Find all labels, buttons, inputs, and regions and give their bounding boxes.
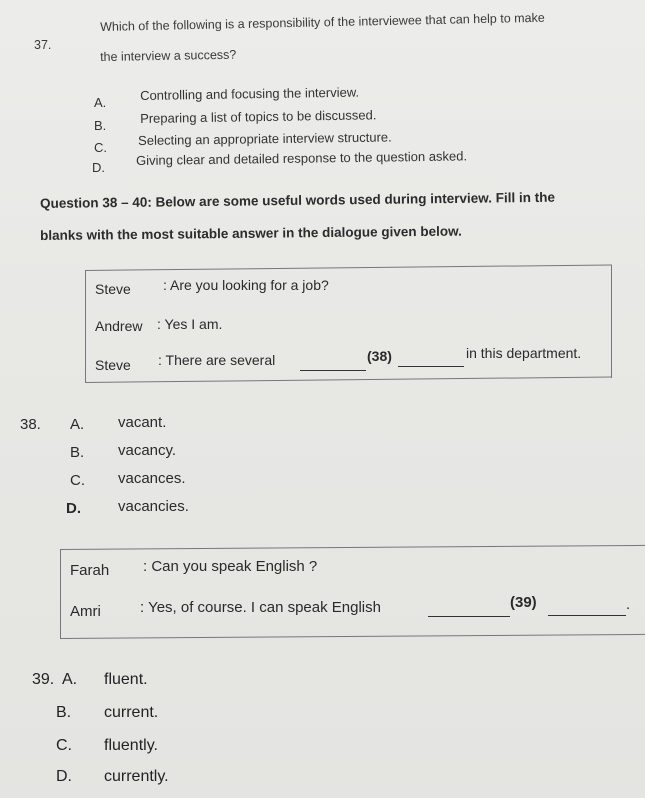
q37-stem-line2: the interview a success? (100, 47, 237, 64)
q38-option-a-letter: A. (70, 416, 85, 433)
dialogue2-line-2: : Yes, of course. I can speak English (140, 599, 381, 616)
blank-38-label: (38) (367, 348, 392, 364)
dialogue1-speaker-3: Steve (95, 357, 131, 373)
blank-38-underline-left[interactable] (300, 356, 366, 371)
dialogue1-speaker-2: Andrew (95, 318, 143, 334)
q37-option-c-letter: C. (94, 140, 107, 155)
q38-number: 38. (20, 416, 41, 433)
q38-option-c-text: vacances. (118, 470, 186, 487)
dialogue1-left-rule (85, 270, 86, 383)
dialogue1-line-3: : There are several (158, 352, 276, 368)
q37-option-b-text: Preparing a list of topics to be discussed. (140, 107, 377, 126)
q38-option-d-text: vacancies. (118, 498, 189, 515)
q38-option-a-text: vacant. (118, 414, 167, 431)
dialogue2-bottom-rule (60, 634, 645, 639)
q37-option-c-text: Selecting an appropriate interview structure. (138, 129, 392, 148)
q38-option-b-text: vacancy. (118, 442, 177, 459)
q39-option-c-text: fluently. (104, 737, 158, 754)
q39-number: 39. (32, 671, 55, 688)
dialogue2-left-rule (60, 549, 61, 638)
dialogue1-speaker-1: Steve (95, 281, 131, 297)
q39-option-a-text: fluent. (104, 671, 148, 688)
blank-39-label: (39) (510, 594, 537, 611)
q38-option-b-letter: B. (70, 444, 85, 461)
q37-option-b-letter: B. (94, 118, 107, 133)
dialogue2-speaker-1: Farah (70, 562, 110, 579)
dialogue1-top-rule (85, 264, 612, 271)
q37-option-a-letter: A. (94, 95, 107, 110)
dialogue1-bottom-rule (85, 376, 612, 383)
dialogue1-right-rule (611, 265, 612, 378)
q37-option-a-text: Controlling and focusing the interview. (140, 84, 360, 103)
blank-38-underline-right[interactable] (398, 352, 464, 367)
q39-option-a-letter: A. (62, 671, 78, 688)
q37-option-d-letter: D. (92, 160, 105, 175)
q39-option-b-text: current. (104, 704, 159, 721)
dialogue2-line-2-after: . (626, 596, 631, 613)
dialogue2-top-rule (60, 545, 645, 550)
q39-option-c-letter: C. (56, 737, 72, 754)
instructions-line1: Question 38 – 40: Below are some useful words used during interview. Fill in the (40, 189, 556, 211)
blank-39-underline-left[interactable] (428, 602, 510, 617)
instructions-line2: blanks with the most suitable answer in the dialogue given below. (40, 223, 462, 243)
q38-option-d-letter: D. (66, 500, 81, 517)
dialogue1-line-1: : Are you looking for a job? (163, 277, 329, 293)
blank-39-underline-right[interactable] (548, 601, 626, 616)
q39-option-d-letter: D. (56, 768, 72, 785)
q39-option-d-text: currently. (104, 768, 169, 785)
q37-stem-line1: Which of the following is a responsibility of the interviewee that can help to make (100, 10, 545, 34)
q37-number: 37. (34, 38, 52, 52)
q39-option-b-letter: B. (56, 704, 72, 721)
dialogue2-line-1: : Can you speak English ? (143, 558, 318, 575)
q37-option-d-text: Giving clear and detailed response to the question asked. (136, 148, 468, 168)
q38-option-c-letter: C. (70, 472, 85, 489)
dialogue1-line-2: : Yes I am. (157, 316, 223, 332)
dialogue1-line-3-after: in this department. (466, 345, 582, 361)
dialogue2-speaker-2: Amri (70, 603, 101, 620)
